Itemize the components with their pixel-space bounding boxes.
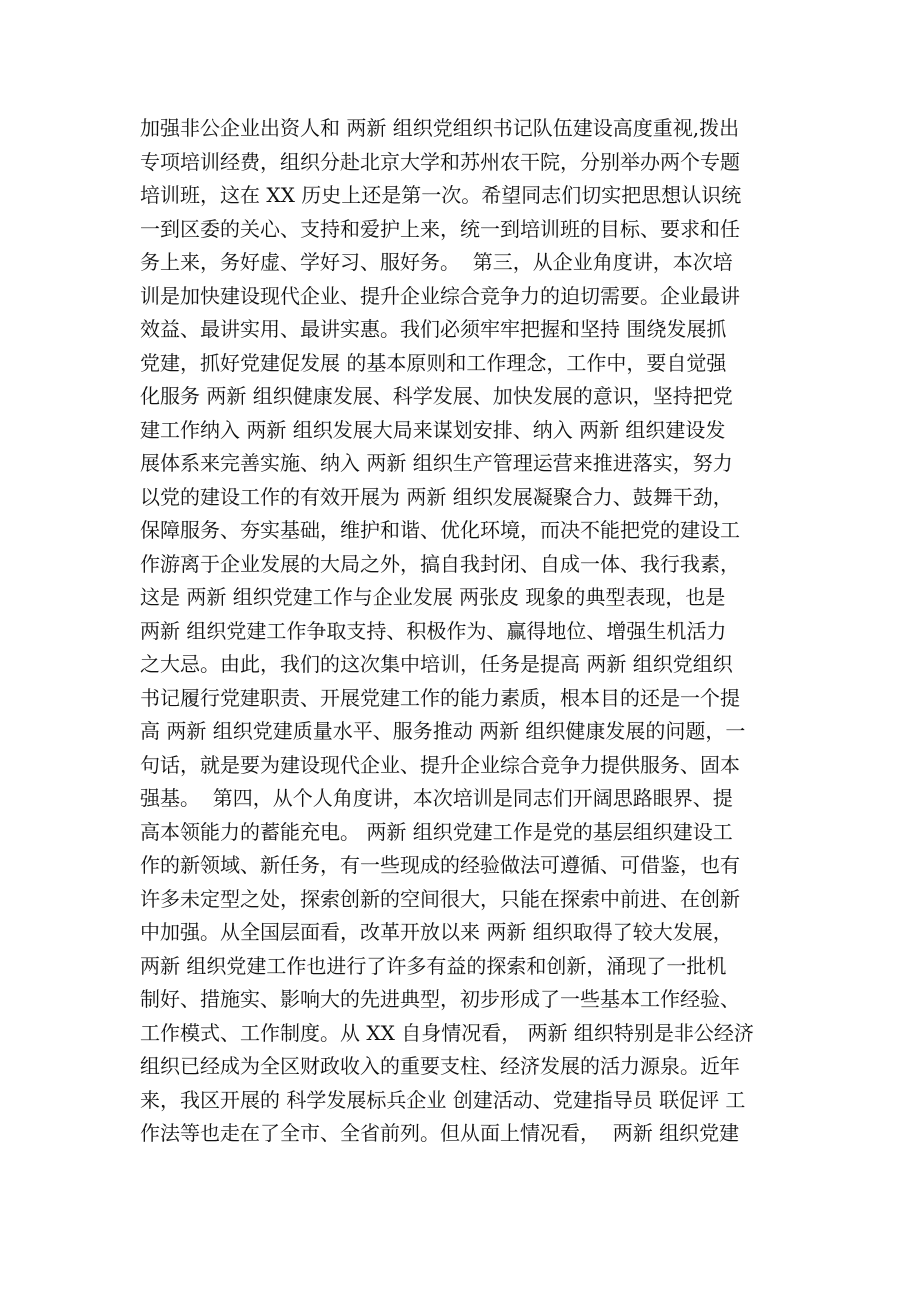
text-line: 加强非公企业出资人和 两新 组织党组织书记队伍建设高度重视,拨出: [140, 116, 740, 140]
text-line: 培训班，这在 XX 历史上还是第一次。希望同志们切实把思想认识统: [140, 183, 742, 207]
text-line: 书记履行党建职责、开展党建工作的能力素质，根本目的还是一个提: [140, 685, 740, 710]
text-line: 作游离于企业发展的大局之外，搞自我封闭、自成一体、我行我素，: [140, 551, 740, 576]
text-line: 句话，就是要为建设现代企业、提升企业综合竞争力提供服务、固本: [140, 752, 740, 777]
text-line: 化服务 两新 组织健康发展、科学发展、加快发展的意识，坚持把党: [140, 384, 733, 408]
text-line: 两新 组织党建工作也进行了许多有益的探索和创新，涌现了一批机: [140, 953, 727, 978]
text-line: 高 两新 组织党建质量水平、服务推动 两新 组织健康发展的问题，一: [140, 719, 746, 743]
text-line: 展体系来完善实施、纳入 两新 组织生产管理运营来推进落实，努力: [140, 451, 733, 475]
text-line: 两新 组织党建工作争取支持、积极作为、赢得地位、增强生机活力: [140, 618, 727, 643]
text-line: 作的新领域、新任务，有一些现成的经验做法可遵循、可借鉴，也有: [140, 853, 740, 877]
text-line: 强基。 第四，从个人角度讲，本次培训是同志们开阔思路眼界、提: [140, 786, 733, 810]
text-line: 党建，抓好党建促发展 的基本原则和工作理念，工作中，要自觉强: [140, 350, 727, 375]
text-line: 务上来，务好虚、学好习、服好务。 第三，从企业角度讲，本次培: [140, 250, 733, 274]
text-line: 以党的建设工作的有效开展为 两新 组织发展凝聚合力、鼓舞干劲，: [140, 484, 733, 509]
text-line: 一到区委的关心、支持和爱护上来，统一到培训班的目标、要求和任: [140, 216, 740, 241]
text-line: 工作模式、工作制度。从 XX 自身情况看， 两新 组织特别是非公经济: [140, 1020, 754, 1045]
text-line: 建工作纳入 两新 组织发展大局来谋划安排、纳入 两新 组织建设发: [140, 417, 726, 442]
text-line: 之大忌。由此，我们的这次集中培训，任务是提高 两新 组织党组织: [140, 652, 733, 676]
text-line: 高本领能力的蓄能充电。 两新 组织党建工作是党的基层组织建设工: [140, 819, 733, 844]
text-line: 制好、措施实、影响大的先进典型，初步形成了一些基本工作经验、: [140, 987, 740, 1011]
body-text: [140, 112, 800, 1151]
text-line: 组织已经成为全区财政收入的重要支柱、经济发展的活力源泉。近年: [140, 1054, 740, 1078]
text-line: 效益、最讲实用、最讲实惠。我们必须牢牢把握和坚持 围绕发展抓: [140, 317, 727, 341]
text-line: 这是 两新 组织党建工作与企业发展 两张皮 现象的典型表现，也是: [140, 585, 726, 609]
text-line: 来，我区开展的 科学发展标兵企业 创建活动、党建指导员 联促评 工: [140, 1087, 746, 1112]
text-line: 专项培训经费，组织分赴北京大学和苏州农干院，分别举办两个专题: [140, 149, 740, 174]
text-line: 训是加快建设现代企业、提升企业综合竞争力的迫切需要。企业最讲: [140, 283, 740, 308]
text-line: 中加强。从全国层面看，改革开放以来 两新 组织取得了较大发展，: [140, 920, 733, 944]
text-line: 保障服务、夯实基础，维护和谐、优化环境，而决不能把党的建设工: [140, 518, 740, 542]
text-line: 许多未定型之处，探索创新的空间很大，只能在探索中前进、在创新: [140, 886, 740, 911]
text-line: 作法等也走在了全市、全省前列。但从面上情况看， 两新 组织党建: [140, 1121, 740, 1145]
